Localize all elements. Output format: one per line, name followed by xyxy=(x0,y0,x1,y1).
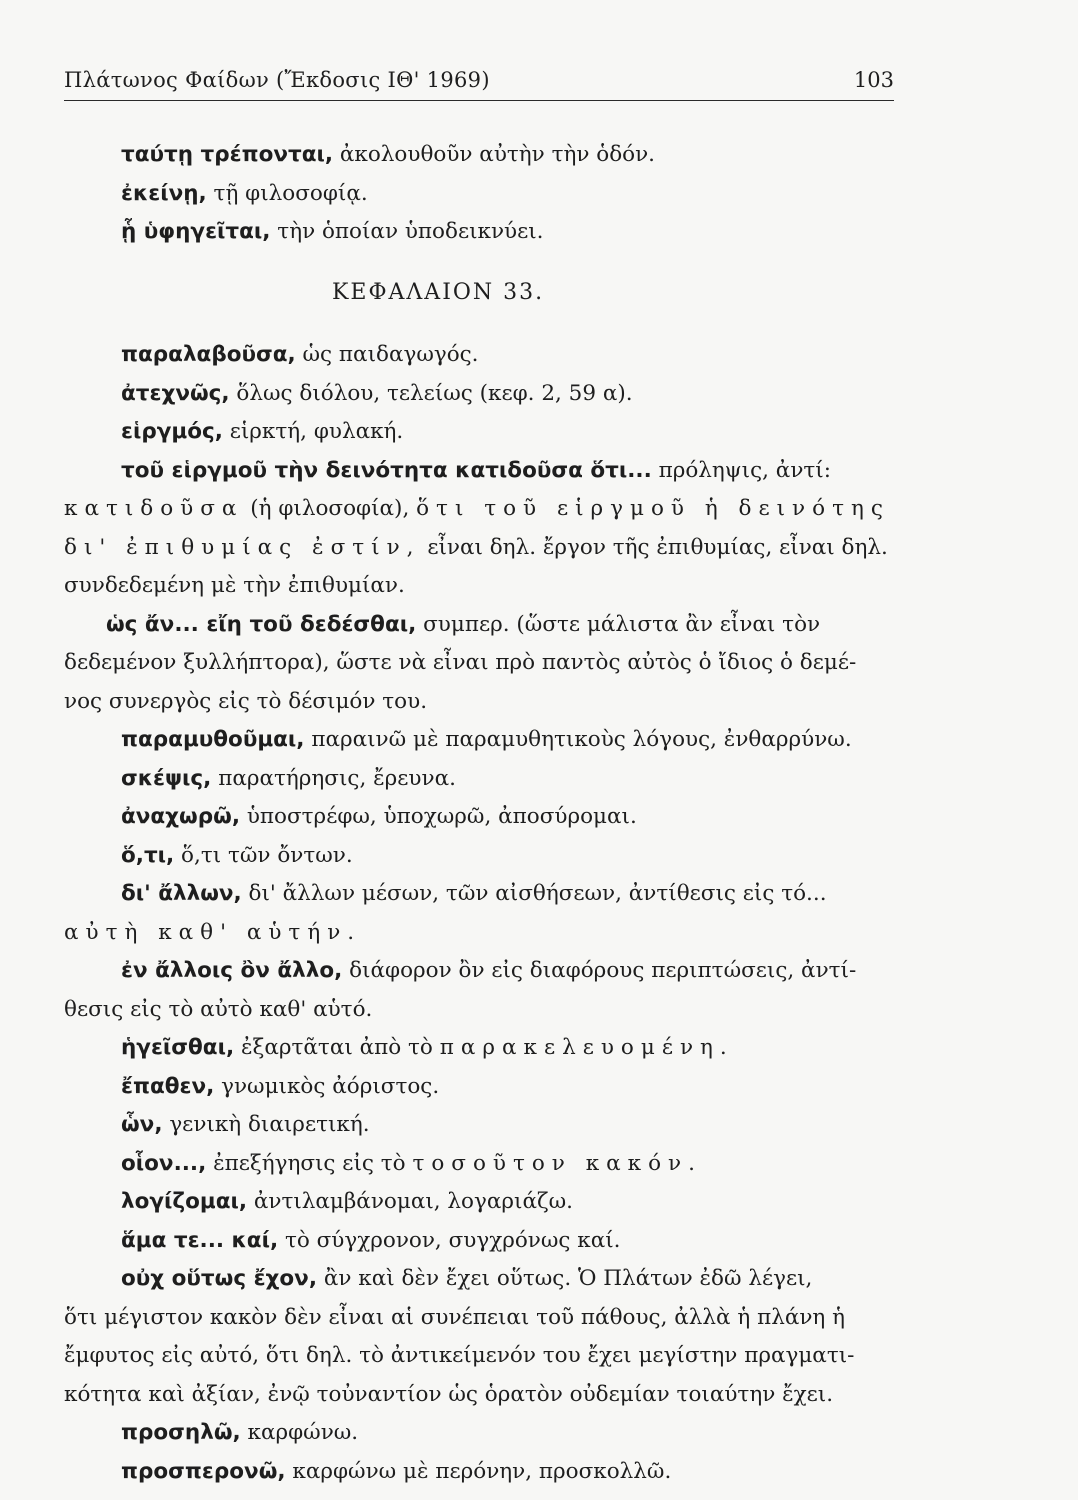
entry-line xyxy=(64,1068,904,1107)
entry-line xyxy=(64,644,904,683)
gloss: παρατήρησις, ἔρευνα. xyxy=(211,765,456,791)
entry-line xyxy=(64,837,904,876)
lemma: προσπερονῶ, xyxy=(121,1458,286,1484)
entry-line xyxy=(64,760,904,799)
page-number: 103 xyxy=(853,68,894,92)
entry-line xyxy=(64,914,904,953)
lemma: παραλαβοῦσα, xyxy=(121,342,296,367)
gloss: τὸ σύγχρονον, συγχρόνως καί. xyxy=(278,1227,621,1253)
spaced-text: τοσοῦτον κακόν. xyxy=(412,1150,702,1176)
lemma: οἷον..., xyxy=(121,1150,207,1176)
gloss: ὅ,τι τῶν ὄντων. xyxy=(174,842,353,868)
lemma: λογίζομαι, xyxy=(121,1189,248,1214)
lemma: ἔπαθεν, xyxy=(121,1073,215,1099)
gloss: τὴν ὁποίαν ὑποδεικνύει. xyxy=(270,219,544,244)
lemma: ὧν, xyxy=(121,1112,163,1137)
entry-line xyxy=(64,413,904,452)
gloss: ἔμφυτος εἰς αὐτό, ὅτι δηλ. τὸ ἀντικείμενόν του ἔχει μεγίστην πραγματι- xyxy=(64,1343,855,1368)
gloss: δι' ἄλλων μέσων, τῶν αἰσθήσεων, ἀντίθεσις εἰς τό... xyxy=(241,881,827,906)
entry-line xyxy=(64,336,904,375)
lemma: σκέψις, xyxy=(121,765,212,791)
lemma: ἀτεχνῶς, xyxy=(121,380,230,406)
lemma: ἡγεῖσθαι, xyxy=(121,1035,235,1060)
gloss: ὅτι μέγιστον κακὸν δὲν εἶναι αἱ συνέπειαι τοῦ πάθους, ἀλλὰ ἡ πλάνη ἡ xyxy=(64,1304,846,1330)
entry-line xyxy=(64,1145,904,1184)
gloss: διάφορον ὂν εἰς διαφόρους περιπτώσεις, ἀντί- xyxy=(342,958,857,983)
running-header xyxy=(64,64,894,101)
entry-line xyxy=(64,529,904,568)
lemma: ἀναχωρῶ, xyxy=(121,804,240,829)
entry-line xyxy=(64,991,904,1030)
entry-line xyxy=(64,1414,904,1453)
entry-line xyxy=(64,1222,904,1261)
gloss: ἐπεξήγησις εἰς τὸ xyxy=(206,1150,413,1176)
gloss: εἶναι δηλ. ἔργον τῆς ἐπιθυμίας, εἶναι δηλ. xyxy=(420,534,888,560)
spaced-text: δι' ἐπιθυμίας ἐστίν, xyxy=(64,534,421,560)
lemma: εἱργμός, xyxy=(121,419,223,444)
entries-list xyxy=(64,336,904,1491)
entry-line xyxy=(64,452,904,491)
lemma: οὐχ οὕτως ἔχον, xyxy=(121,1266,317,1291)
entry-line xyxy=(64,721,904,760)
gloss: ὑποστρέφω, ὑποχωρῶ, ἀποσύρομαι. xyxy=(240,804,637,829)
running-title: Πλάτωνος Φαίδων (Ἔκδοσις ΙΘ' 1969) xyxy=(64,68,490,92)
entry-line xyxy=(64,1299,904,1338)
gloss: κότητα καὶ ἀξίαν, ἐνῷ τοὐναντίον ὡς ὁρατὸν οὐδεμίαν τοιαύτην ἔχει. xyxy=(64,1381,834,1407)
gloss: θεσις εἰς τὸ αὐτὸ καθ' αὑτό. xyxy=(64,996,373,1022)
gloss: ἐξαρτᾶται ἀπὸ τὸ xyxy=(234,1035,440,1060)
entry-line xyxy=(64,875,904,914)
gloss: ἀκολουθοῦν αὐτὴν τὴν ὁδόν. xyxy=(333,142,655,167)
lemma: ἐκείνῃ, xyxy=(121,180,207,206)
glossary-text xyxy=(64,136,904,1491)
lemma: τοῦ εἱργμοῦ τὴν δεινότητα κατιδοῦσα ὅτι... xyxy=(121,457,652,483)
entry-line xyxy=(64,606,904,645)
gloss: πρόληψις, ἀντί: xyxy=(651,457,831,483)
gloss: τῇ φιλοσοφίᾳ. xyxy=(206,180,368,206)
gloss: συνδεδεμένη μὲ τὴν ἐπιθυμίαν. xyxy=(64,573,405,598)
entry-line xyxy=(64,798,904,837)
spaced-text: αὐτὴ καθ' αὑτήν. xyxy=(64,919,362,945)
lemma: ὅ,τι, xyxy=(121,842,175,868)
gloss: ὅλως διόλου, τελείως (κεφ. 2, 59 α). xyxy=(229,380,633,406)
lemma: ᾗ ὑφηγεῖται, xyxy=(121,219,271,244)
entry-line xyxy=(64,1453,904,1492)
entry-line xyxy=(64,1029,904,1068)
entry-line xyxy=(64,136,904,175)
lemma: δι' ἄλλων, xyxy=(121,881,242,906)
gloss: παραινῶ μὲ παραμυθητικοὺς λόγους, ἐνθαρρύνω. xyxy=(304,727,852,752)
lemma: ὡς ἄν... εἴη τοῦ δεδέσθαι, xyxy=(106,611,417,637)
entry-line xyxy=(64,1337,904,1376)
spaced-text: κατιδοῦσα xyxy=(64,496,244,521)
chapter-heading: ΚΕΦΑΛΑΙΟΝ 33. xyxy=(332,279,545,305)
gloss: συμπερ. (ὥστε μάλιστα ἂν εἶναι τὸν xyxy=(416,611,821,637)
lemma: ταύτῃ τρέπονται, xyxy=(121,142,334,167)
lemma: ἅμα τε... καί, xyxy=(121,1227,279,1253)
entry-line xyxy=(64,952,904,991)
gloss: νος συνεργὸς εἰς τὸ δέσιμόν του. xyxy=(64,688,428,714)
entry-line xyxy=(64,175,904,214)
gloss: γνωμικὸς ἀόριστος. xyxy=(214,1073,440,1099)
gloss: ἀντιλαμβάνομαι, λογαριάζω. xyxy=(247,1189,573,1214)
gloss: εἱρκτή, φυλακή. xyxy=(222,419,404,444)
lemma: παραμυθοῦμαι, xyxy=(121,727,305,752)
entry-line xyxy=(64,567,904,606)
lemma: προσηλῶ, xyxy=(121,1420,241,1445)
spaced-text: παρακελευομένη. xyxy=(439,1035,734,1060)
entry-line xyxy=(64,1260,904,1299)
entry-line xyxy=(64,1376,904,1415)
entry-line xyxy=(64,1183,904,1222)
entry-line xyxy=(64,213,904,252)
gloss: καρφώνω. xyxy=(240,1420,359,1445)
entry-line xyxy=(64,375,904,414)
spaced-text: ὅτι τοῦ εἱργμοῦ ἡ δεινότης xyxy=(416,496,890,521)
gloss: (ἡ φιλοσοφία), xyxy=(243,496,417,521)
gloss: δεδεμένον ξυλλήπτορα), ὥστε νὰ εἶναι πρὸ παντὸς αὐτὸς ὁ ἴδιος ὁ δεμέ- xyxy=(64,650,857,675)
gloss: ἂν καὶ δὲν ἔχει οὕτως. Ὁ Πλάτων ἐδῶ λέγει, xyxy=(317,1266,813,1291)
gloss: γενικὴ διαιρετική. xyxy=(162,1112,370,1137)
entry-line xyxy=(64,683,904,722)
lemma: ἐν ἄλλοις ὂν ἄλλο, xyxy=(121,958,343,983)
gloss: ὡς παιδαγωγός. xyxy=(295,342,479,367)
entry-line xyxy=(64,490,904,529)
gloss: καρφώνω μὲ περόνην, προσκολλῶ. xyxy=(285,1458,672,1484)
entry-line xyxy=(64,1106,904,1145)
